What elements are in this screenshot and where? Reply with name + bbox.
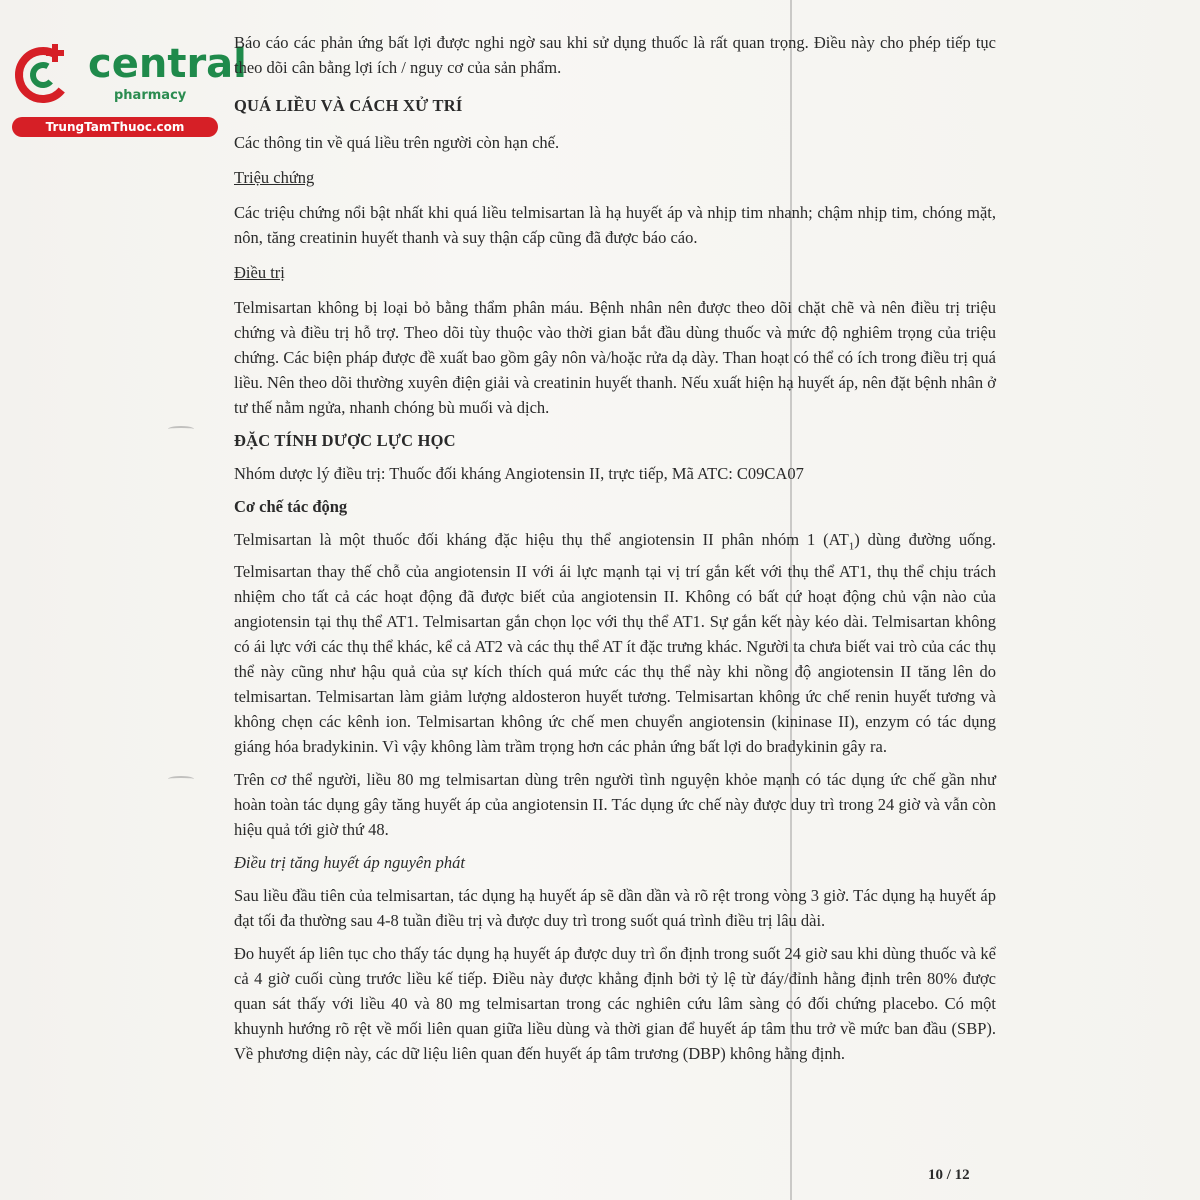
punch-hole-mark — [168, 426, 194, 432]
logo-subtitle: pharmacy — [114, 88, 187, 103]
punch-hole-mark — [168, 776, 194, 782]
mechanism-text-rest: ) dùng đường uống. Telmisartan thay thế chỗ của angiotensin II với ái lực mạnh tại vị trí gắn kết với thụ thể AT1, thụ thể chịu trách nhiệm cho tất cả các hoạt động đã được biết của angiotensin II. Không có bất cứ hoạt động chủ vận nào của angiotensin tại thụ thể AT1. Telmisartan gắn chọn lọc với thụ thể AT1. Sự gắn kết này kéo dài. Telmisartan không có ái lực với các thụ thể khác, kể cả AT2 và các thụ thể AT ít đặc trưng khác. Người ta chưa biết vai trò của các thụ thể này cũng như hậu quả của sự kích thích quá mức các thụ thể này khi nồng độ angiotensin II tăng lên do telmisartan. Telmisartan làm giảm lượng aldosteron huyết tương. Telmisartan không ức chế renin huyết tương và không chẹn các kênh ion. Telmisartan không ức chế men chuyển angiotensin (kininase II), enzym có tác dụng giáng hóa bradykinin. Vì vậy không làm trầm trọng hơn các phản ứng bất lợi do bradykinin gây ra. — [234, 530, 996, 757]
overdose-info: Các thông tin về quá liều trên người còn hạn chế. — [234, 133, 560, 152]
central-pharmacy-logo — [10, 38, 247, 138]
mechanism-heading: Cơ chế tác động — [234, 497, 348, 516]
document-body — [234, 30, 996, 1066]
intro-paragraph: Báo cáo các phản ứng bất lợi được nghi ngờ sau khi sử dụng thuốc là rất quan trọng. Điều này cho phép tiếp tục theo dõi cân bằng lợi ích / nguy cơ của sản phẩm. — [234, 33, 996, 77]
treatment-paragraph: Telmisartan không bị loại bỏ bằng thẩm phân máu. Bệnh nhân nên được theo dõi chặt chẽ và nên điều trị triệu chứng và điều trị hỗ trợ. Theo dõi tùy thuộc vào thời gian bắt đầu dùng thuốc và mức độ nghiêm trọng của triệu chứng. Các biện pháp được đề xuất bao gồm gây nôn và/hoặc rửa dạ dày. Than hoạt có thể có ích trong điều trị quá liều. Nên theo dõi thường xuyên điện giải và creatinin huyết thanh. Nếu xuất hiện hạ huyết áp, nên đặt bệnh nhân ở tư thế nằm ngửa, nhanh chóng bù muối và dịch. — [234, 298, 996, 417]
hypertension-paragraph-2: Đo huyết áp liên tục cho thấy tác dụng hạ huyết áp được duy trì ổn định trong suốt 24 giờ sau khi dùng thuốc và kể cả 4 giờ cuối cùng trước liều kế tiếp. Điều này được khẳng định bởi tỷ lệ từ đáy/đỉnh hằng định trên 80% được quan sát thấy với liều 40 và 80 mg telmisartan trong các nghiên cứu lâm sàng có đối chứng placebo. Có một khuynh hướng rõ rệt về mối liên quan giữa liều dùng và thời gian để huyết áp tâm thu trở về mức ban đầu (SBP). Về phương diện này, các dữ liệu liên quan đến huyết áp tâm trương (DBP) không hằng định. — [234, 944, 996, 1064]
pharmacy-logo-icon — [12, 42, 74, 104]
pharmacologic-group: Nhóm dược lý điều trị: Thuốc đối kháng Angiotensin II, trực tiếp, Mã ATC: C09CA07 — [234, 464, 804, 483]
symptoms-heading: Triệu chứng — [234, 168, 315, 187]
symptoms-paragraph: Các triệu chứng nổi bật nhất khi quá liều telmisartan là hạ huyết áp và nhịp tim nhanh; chậm nhịp tim, chóng mặt, nôn, tăng creatinin huyết thanh và suy thận cấp cũng đã được báo cáo. — [234, 203, 996, 247]
treatment-heading: Điều trị — [234, 263, 285, 282]
hypertension-heading: Điều trị tăng huyết áp nguyên phát — [234, 853, 465, 873]
hypertension-paragraph-1: Sau liều đầu tiên của telmisartan, tác dụng hạ huyết áp sẽ dần dần và rõ rệt trong vòng 3 giờ. Tác dụng hạ huyết áp đạt tối đa thường sau 4-8 tuần điều trị và được duy trì trong suốt quá trình điều trị lâu dài. — [234, 886, 996, 931]
pharmacodynamics-heading: ĐẶC TÍNH DƯỢC LỰC HỌC — [234, 431, 456, 450]
logo-website-bar: TrungTamThuoc.com — [12, 117, 218, 137]
mechanism-text-start: Telmisartan là một thuốc đối kháng đặc hiệu thụ thể angiotensin II phân nhóm 1 (AT — [234, 530, 849, 549]
human-effect-paragraph: Trên cơ thể người, liều 80 mg telmisartan dùng trên người tình nguyện khỏe mạnh có tác dụng ức chế gần như hoàn toàn tác dụng gây tăng huyết áp của angiotensin II. Tác dụng ức chế này được duy trì trong 24 giờ và vẫn còn hiệu quả tới giờ thứ 48. — [234, 770, 996, 840]
mechanism-paragraph — [234, 527, 996, 759]
page-number: 10 / 12 — [928, 1167, 970, 1183]
logo-brand-name: central — [88, 41, 247, 87]
mechanism-subscript: 1 — [848, 540, 855, 553]
overdose-heading: QUÁ LIỀU VÀ CÁCH XỬ TRÍ — [234, 96, 463, 115]
